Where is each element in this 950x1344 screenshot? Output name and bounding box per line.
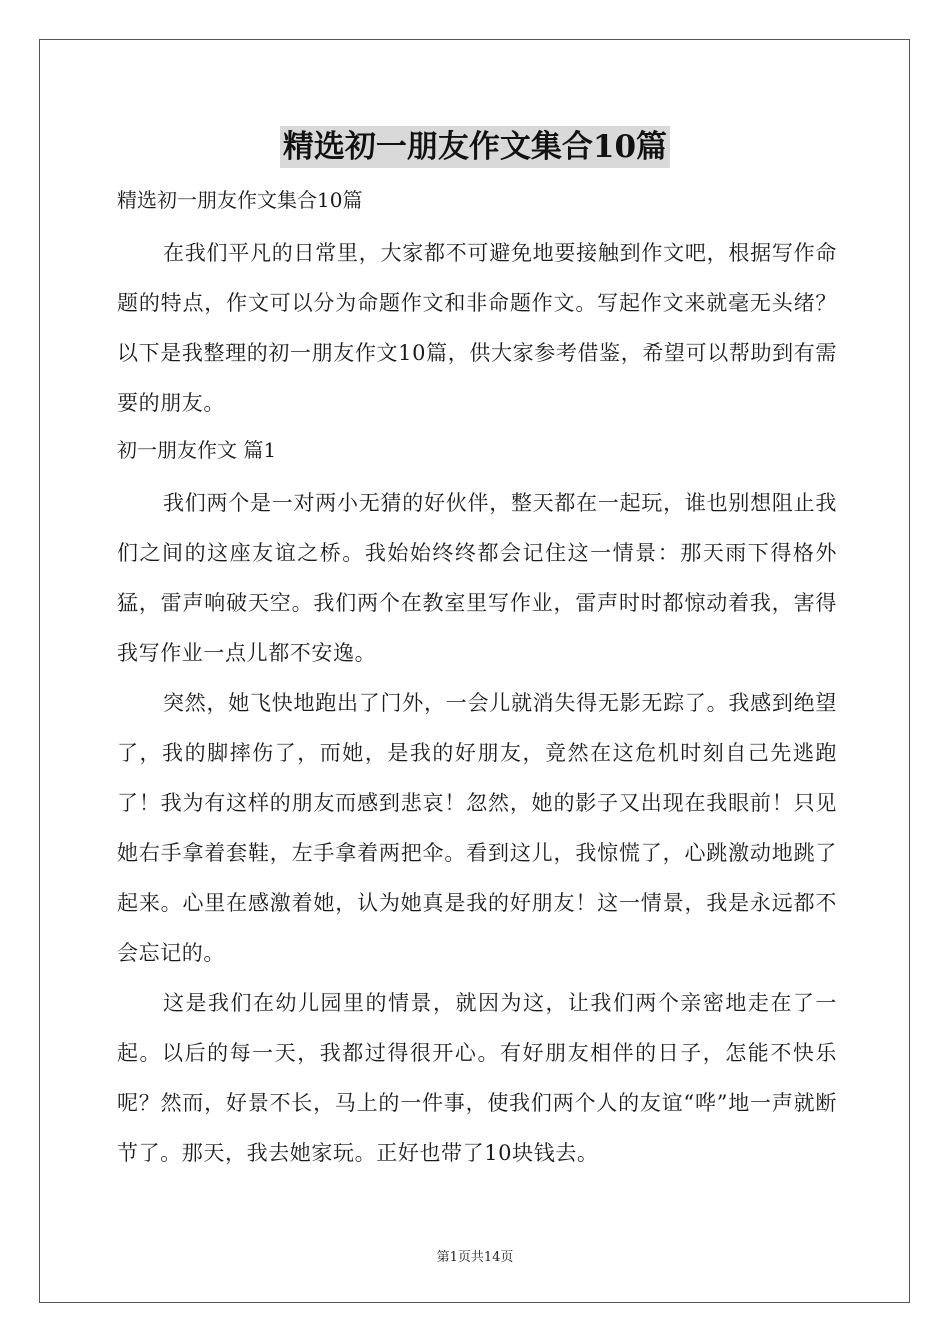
body-paragraph: 突然，她飞快地跑出了门外，一会儿就消失得无影无踪了。我感到绝望了，我的脚摔伤了，而她，是我的好朋友，竟然在这危机时刻自己先逃跑了！我为有这样的朋友而感到悲哀！忽然，她的影子又出现在我眼前！只见她右手拿着套鞋，左手拿着两把伞。看到这儿，我惊慌了，心跳激动地跳了起来。心里在感激着她，认为她真是我的好朋友！这一情景，我是永远都不会忘记的。 bbox=[117, 691, 837, 965]
document-subtitle: 精选初一朋友作文集合10篇 bbox=[117, 188, 363, 212]
document-title: 精选初一朋友作文集合10篇 bbox=[280, 126, 670, 168]
section-heading: 初一朋友作文 篇1 bbox=[117, 438, 277, 462]
body-paragraph: 我们两个是一对两小无猜的好伙伴，整天都在一起玩，谁也别想阻止我们之间的这座友谊之桥。我始始终终都会记住这一情景：那天雨下得格外猛，雷声响破天空。我们两个在教室里写作业，雷声时时都惊动着我，害得我写作业一点儿都不安逸。 bbox=[117, 491, 837, 665]
page-total: 共14页 bbox=[470, 1250, 514, 1265]
document-body bbox=[117, 178, 837, 1178]
body-paragraph: 这是我们在幼儿园里的情景，就因为这，让我们两个亲密地走在了一起。以后的每一天，我都过得很开心。有好朋友相伴的日子，怎能不快乐呢？然而，好景不长，马上的一件事，使我们两个人的友谊“哗”地一声就断节了。那天，我去她家玩。正好也带了10块钱去。 bbox=[117, 991, 837, 1165]
intro-paragraph: 在我们平凡的日常里，大家都不可避免地要接触到作文吧，根据写作命题的特点，作文可以分为命题作文和非命题作文。写起作文来就毫无头绪？以下是我整理的初一朋友作文10篇，供大家参考借鉴，希望可以帮助到有需要的朋友。 bbox=[117, 241, 837, 415]
title-container bbox=[0, 126, 950, 168]
page-number: 第1页 bbox=[436, 1250, 471, 1265]
page-footer bbox=[0, 1246, 950, 1265]
